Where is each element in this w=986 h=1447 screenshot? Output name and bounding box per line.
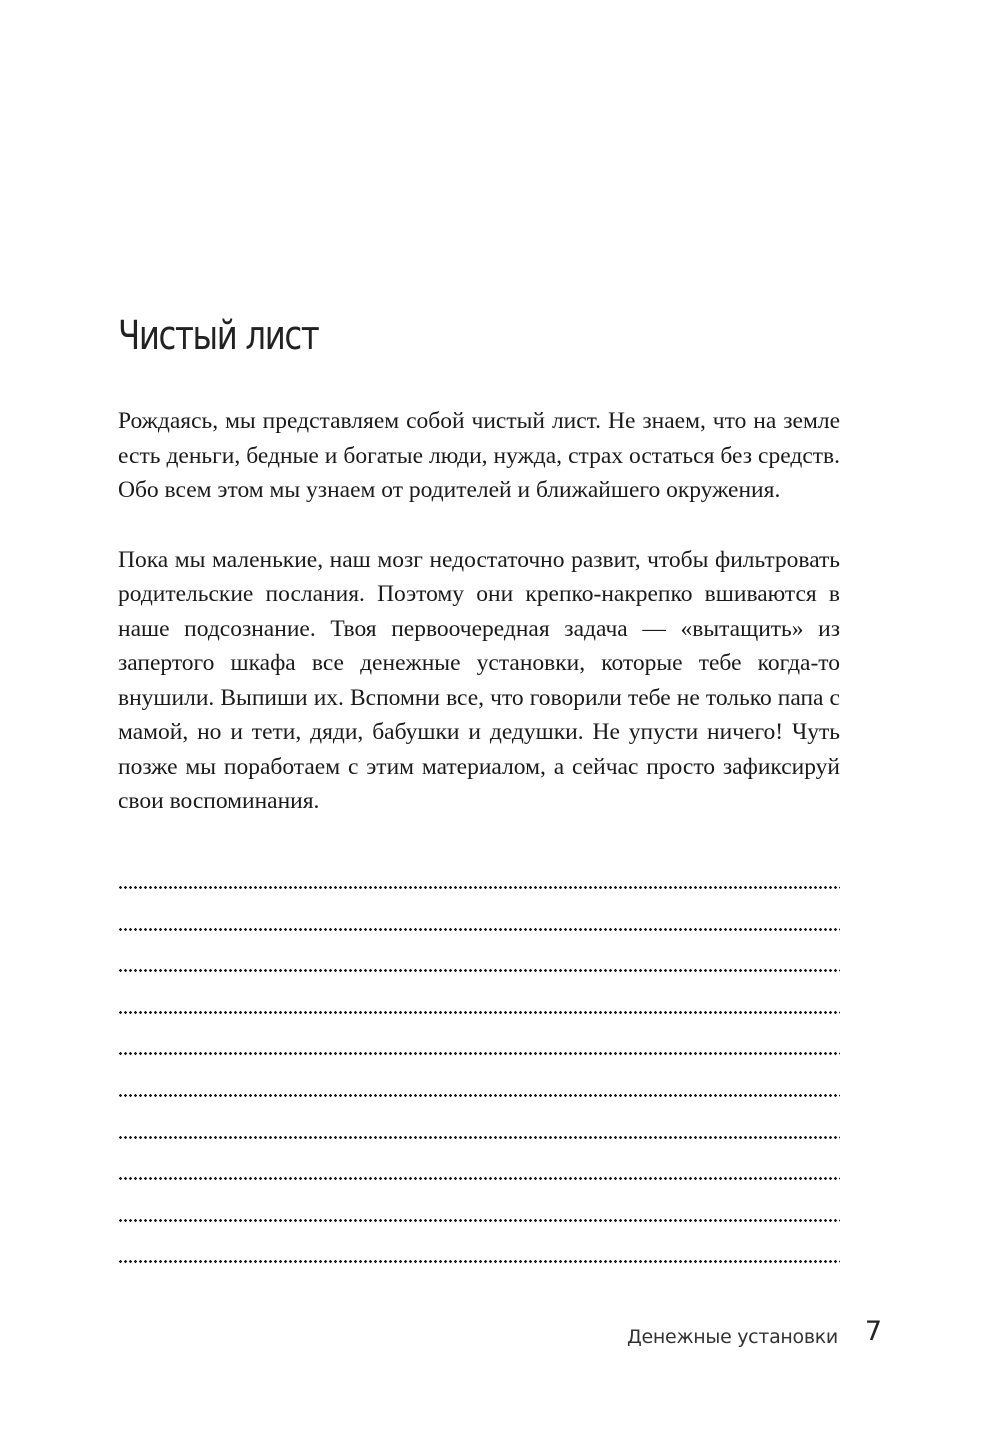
writing-line [118,1260,840,1263]
writing-line [118,1052,840,1055]
writing-line [118,1011,840,1014]
writing-line [118,1219,840,1222]
body-text [118,404,840,819]
writing-lines [118,886,840,1302]
writing-line [118,1136,840,1139]
writing-line [118,969,840,972]
page-number: 7 [864,1316,882,1347]
writing-line [118,886,840,889]
page-title: Чистый лист [118,313,319,359]
writing-line [118,1177,840,1180]
running-head: Денежные установки [627,1326,838,1348]
writing-line [118,1094,840,1097]
page-footer [600,1316,884,1356]
paragraph-2: Пока мы маленькие, наш мозг недостаточно развит, чтобы фильтровать родительские послания. Поэтому они крепко-накрепко вшиваются в наше подсознание. Твоя первоочередная задача — «вытащить» из запертого шкафа все денежные установки, которые тебе когда-то внушили. Выпиши их. Вспомни все, что говорили тебе не только папа с мамой, но и тети, дяди, бабушки и дедушки. Не упусти ничего! Чуть позже мы поработаем с этим материалом, а сейчас просто зафиксируй свои воспоминания. [118,546,840,814]
writing-line [118,928,840,931]
paragraph-1: Рождаясь, мы представляем собой чистый лист. Не знаем, что на земле есть деньги, бедные и богатые люди, нужда, страх остаться без средств. Обо всем этом мы узнаем от родителей и ближайшего окружения. [118,408,840,503]
